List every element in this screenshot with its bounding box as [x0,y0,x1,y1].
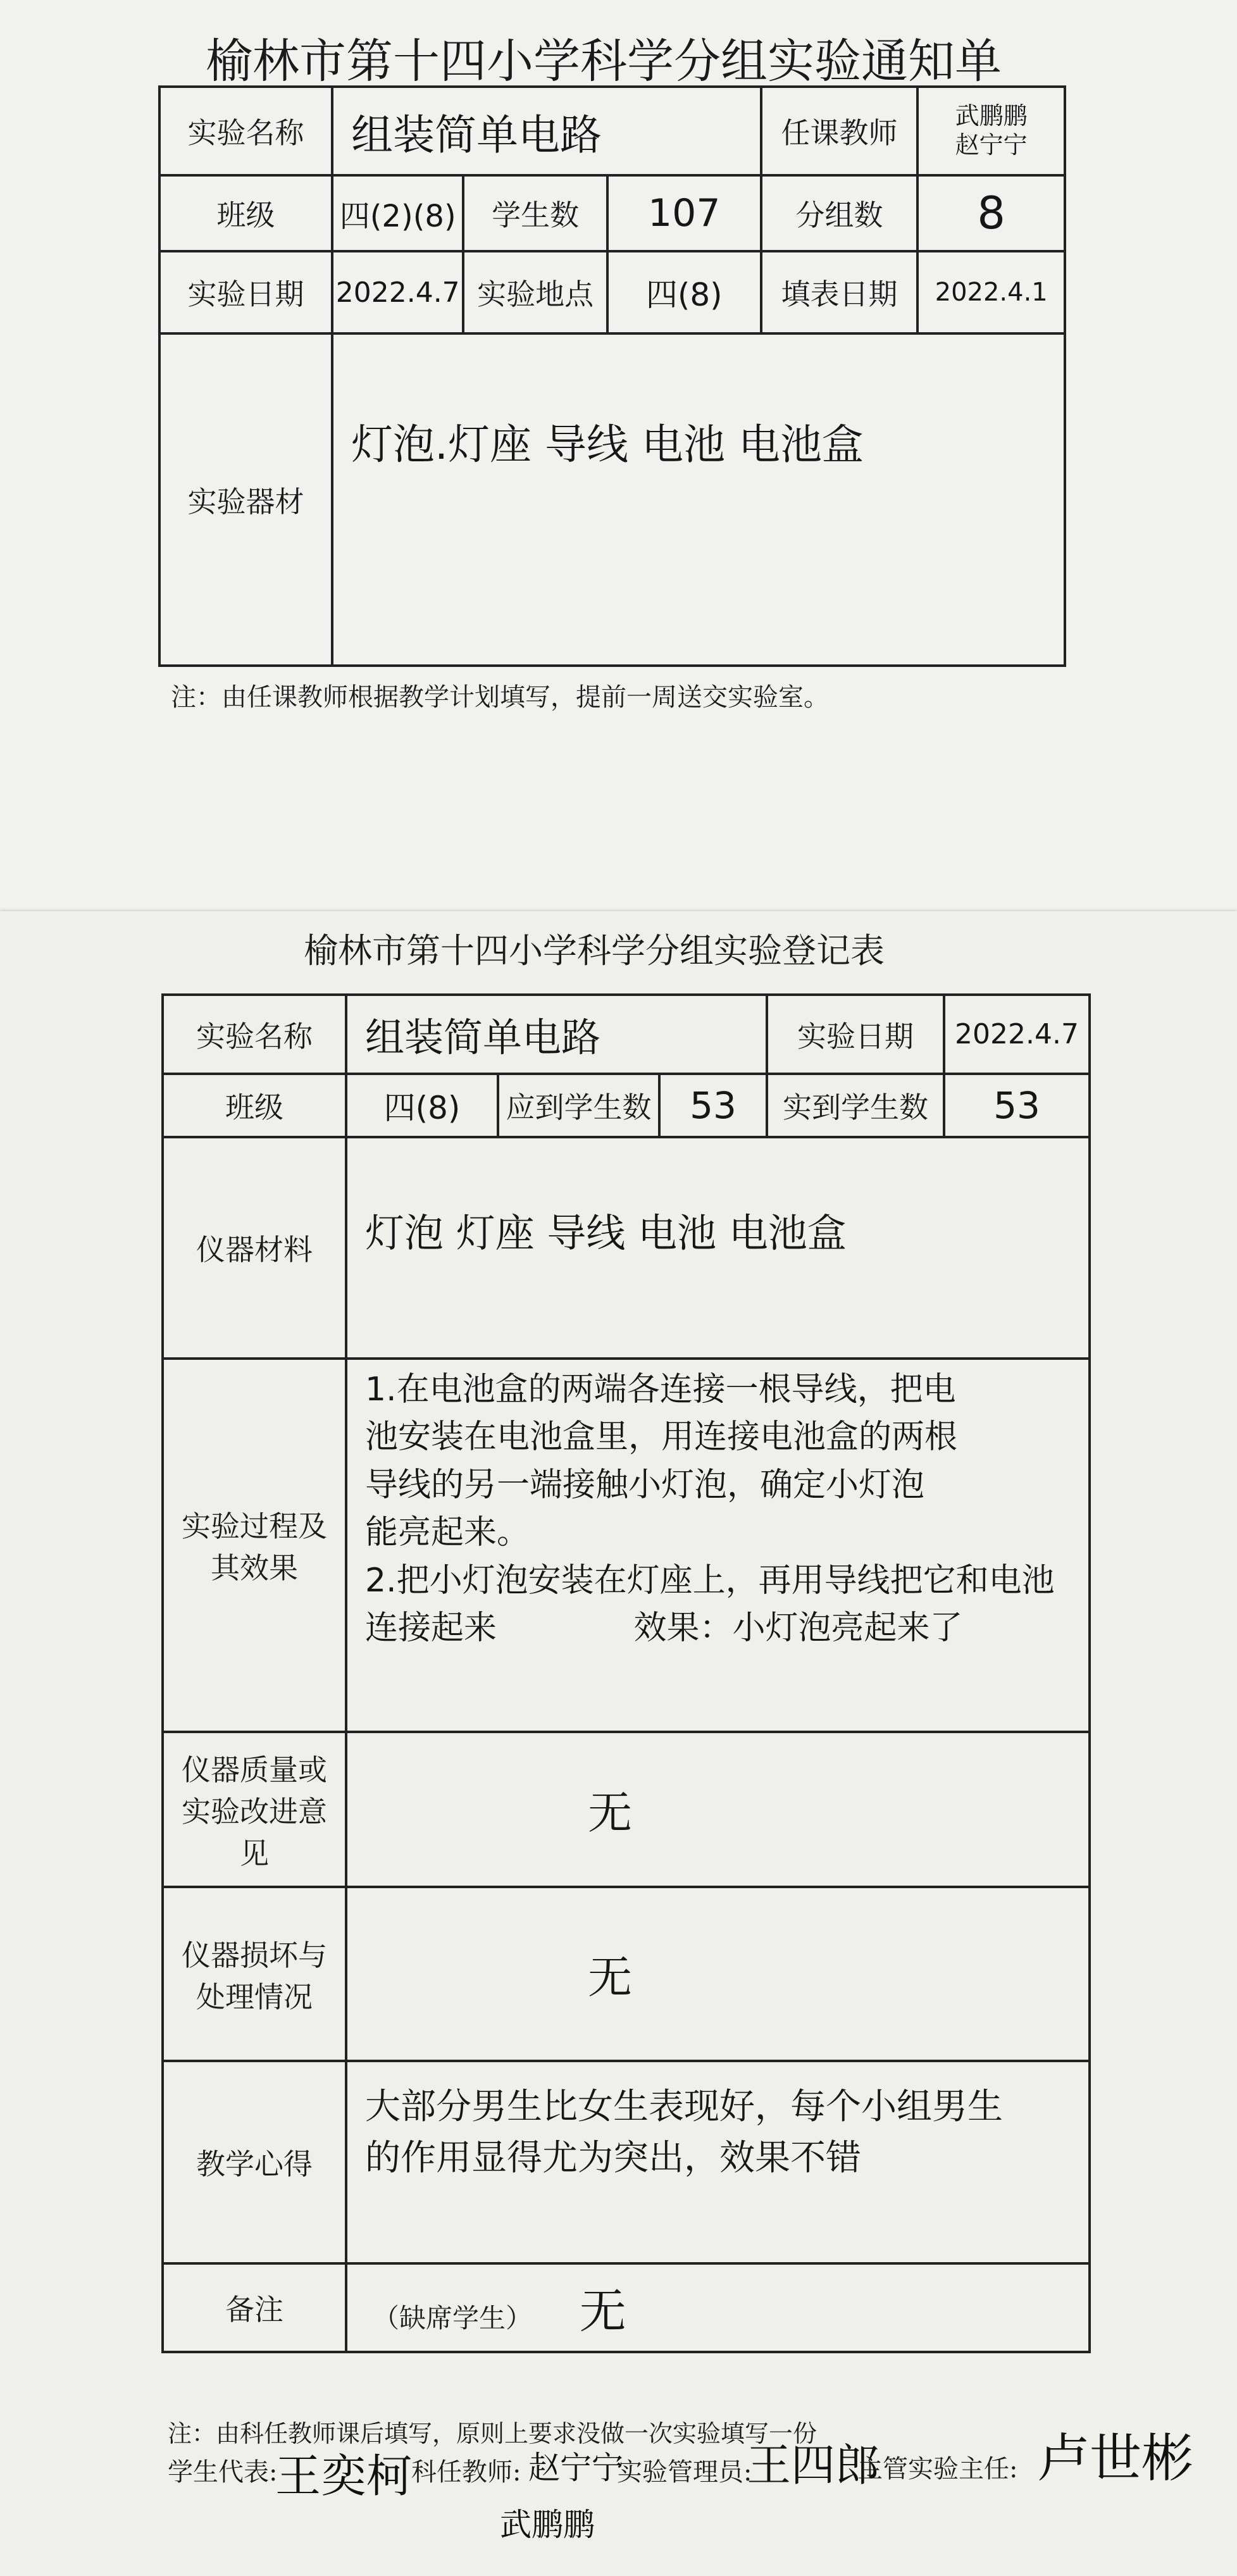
process-line-6 [365,1605,1071,1652]
director-signature: 卢世彬 [1038,2429,1194,2489]
reg-label-remarks: 备注 [163,2263,346,2352]
student-rep-label: 学生代表: [168,2458,278,2487]
label-student-count: 学生数 [463,175,607,251]
reg-value-remarks [346,2263,1090,2352]
absent-label: （缺席学生） [373,2303,533,2334]
reg-label-process: 实验过程及其效果 [163,1359,346,1732]
label-class: 班级 [159,175,332,251]
reg-value-actual: 53 [944,1074,1090,1137]
process-line-3: 导线的另一端接触小灯泡，确定小灯泡 [365,1465,925,1504]
lab-manager-label: 实验管理员: [617,2458,752,2487]
reg-label-expected: 应到学生数 [498,1074,659,1137]
value-student-count: 107 [607,175,761,251]
register-row-quality [163,1732,1090,1887]
notice-title: 榆林市第十四小学科学分组实验通知单 [206,34,1002,89]
value-teacher [917,87,1065,175]
value-class: 四(2)(8) [332,175,463,251]
lab-manager-signature: 王四郎 [747,2439,880,2491]
value-location: 四(8) [607,251,761,333]
label-fill-date: 填表日期 [761,251,918,333]
reg-label-quality: 仪器质量或实验改进意见 [163,1732,346,1887]
value-experiment-name: 组装简单电路 [332,87,761,175]
reg-value-quality: 无 [346,1732,1090,1887]
notice-row-name [159,87,1065,175]
process-line-2: 池安装在电池盒里，用连接电池盒的两根 [365,1418,958,1457]
label-location: 实验地点 [463,251,607,333]
label-date: 实验日期 [159,251,332,333]
process-line-1: 1.在电池盒的两端各连接一根导线，把电 [365,1371,956,1409]
reg-value-insight [346,2061,1090,2263]
register-sheet [0,911,1237,2576]
director-label: 主管实验主任: [857,2455,1018,2484]
register-row-damage [163,1887,1090,2061]
teacher-signature-1: 赵宁宁 [528,2449,623,2486]
reg-value-date: 2022.4.7 [944,995,1090,1074]
reg-value-process [346,1359,1090,1732]
reg-value-materials: 灯泡 灯座 导线 电池 电池盒 [346,1137,1090,1359]
label-teacher: 任课教师 [761,87,918,175]
register-row-materials [163,1137,1090,1359]
reg-value-expected: 53 [659,1074,767,1137]
label-materials: 实验器材 [159,333,332,666]
process-line-6-text: 连接起来 [365,1608,497,1647]
insight-line-1: 大部分男生比女生表现好，每个小组男生 [365,2086,1003,2127]
register-title: 榆林市第十四小学科学分组实验登记表 [304,931,885,971]
reg-label-materials: 仪器材料 [163,1137,346,1359]
teacher-2: 赵宁宁 [955,131,1028,159]
process-effect: 效果：小灯泡亮起来了 [633,1608,963,1647]
reg-label-class: 班级 [163,1074,346,1137]
reg-value-experiment-name: 组装简单电路 [346,995,767,1074]
reg-label-date: 实验日期 [767,995,944,1074]
value-group-count: 8 [917,175,1065,251]
teacher-label: 科任教师: [411,2458,521,2487]
register-row-remarks [163,2263,1090,2352]
student-rep-signature: 王奕柯 [275,2449,413,2503]
insight-line-2: 的作用显得尤为突出，效果不错 [365,2137,861,2179]
reg-value-damage: 无 [346,1887,1090,2061]
notice-row-date [159,251,1065,333]
notice-table [158,85,1066,667]
teacher-signature-2: 武鹏鹏 [500,2506,595,2543]
label-group-count: 分组数 [761,175,918,251]
process-line-5: 2.把小灯泡安装在灯座上，再用导线把它和电池 [365,1561,1055,1600]
register-row-name [163,995,1090,1074]
process-line-4: 能亮起来。 [365,1514,530,1552]
value-date: 2022.4.7 [332,251,463,333]
register-row-insight [163,2061,1090,2263]
reg-label-damage: 仪器损坏与处理情况 [163,1887,346,2061]
notice-row-class [159,175,1065,251]
register-row-process [163,1359,1090,1732]
value-fill-date: 2022.4.1 [917,251,1065,333]
register-note: 注：由科任教师课后填写，原则上要求没做一次实验填写一份 [168,2420,817,2448]
label-experiment-name: 实验名称 [159,87,332,175]
teacher-1: 武鹏鹏 [955,102,1028,130]
reg-label-actual: 实到学生数 [767,1074,944,1137]
register-table [161,993,1091,2353]
notice-note: 注：由任课教师根据教学计划填写，提前一周送交实验室。 [171,683,829,712]
notice-row-materials [159,333,1065,666]
absent-value: 无 [579,2284,626,2339]
reg-label-insight: 教学心得 [163,2061,346,2263]
reg-value-class: 四(8) [346,1074,498,1137]
reg-label-experiment-name: 实验名称 [163,995,346,1074]
register-row-class [163,1074,1090,1137]
notice-sheet [0,0,1237,911]
value-materials: 灯泡.灯座 导线 电池 电池盒 [332,333,1065,666]
